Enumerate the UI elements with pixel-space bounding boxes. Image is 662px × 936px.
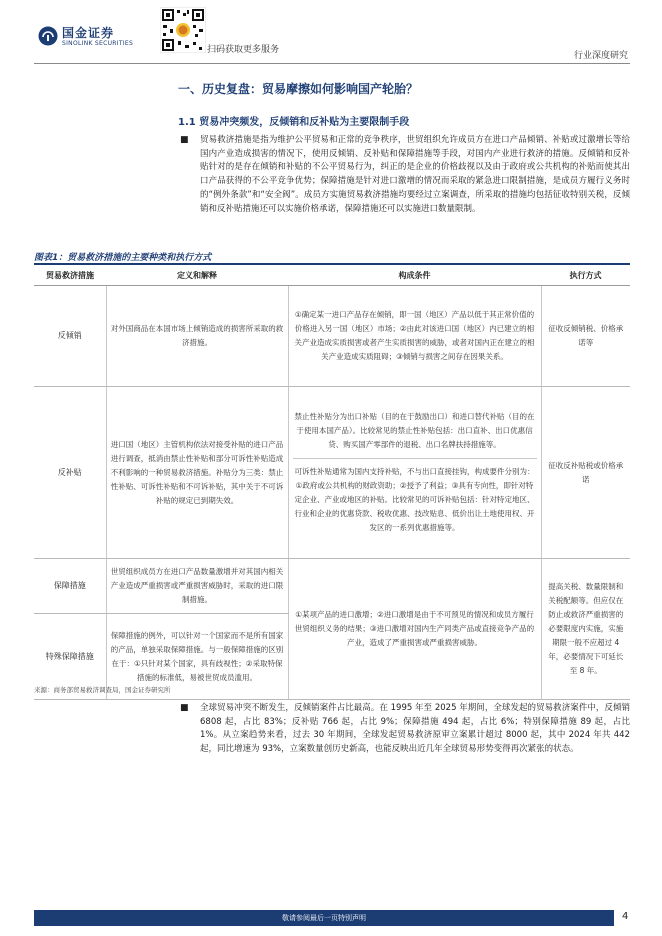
table-header-row: [34, 265, 630, 286]
column-header: 构成条件: [288, 265, 541, 286]
figure-title: 图表1：贸易救济措施的主要种类和执行方式: [34, 253, 212, 263]
header-divider: [34, 63, 630, 64]
qr-caption: 扫码获取更多服务: [207, 45, 280, 55]
page-header: [0, 0, 662, 66]
footer-bar: [34, 910, 614, 926]
sinolink-logo-icon: [38, 26, 58, 46]
figure-source: 来源：商务部贸易救济调查局，国金证券研究所: [34, 686, 171, 694]
measure-definition: 保障措施的例外，可以针对一个国家而不是所有国家的产品，单独采取保障措施。与一般保障措施的区别在于：①只针对某个国家，具有歧视性；②采取特保措施的标准低，易被世贸成员滥用。: [106, 614, 288, 700]
table-row: [34, 559, 630, 614]
body-paragraph: 全球贸易冲突不断发生，反倾销案件占比最高。在 1995 年至 2025 年期间，全球发起的贸易救济案件中，反倾销 6808 起，占比 83%；反补贴 766 起，占比 9%；保障措施 494 起，占比 6%；特别保障措施 89 起，占比 1%。从立案趋势来看，过去 30 年期间，全球发起贸易救济原审立案累计超过 8000 起，其中 2024 年共 442 起，同比增速为 93%，立案数量创历史新高，也能反映出近几年全球贸易形势变得再次紧张的状态。: [200, 703, 630, 755]
table-row: [34, 387, 630, 559]
logo-english-text: SINOLINK SECURITIES: [62, 40, 134, 47]
column-header: 定义和解释: [106, 265, 288, 286]
measure-definition: 世贸组织成员方在进口产品数量激增并对其国内相关产业造成严重损害或严重损害威胁时，采取的进口限制措施。: [106, 559, 288, 614]
column-header: 执行方式: [541, 265, 630, 286]
condition-text: ①确定某一进口产品存在倾销，即一国（地区）产品以低于其正常价值的价格进入另一国（地区）市场；②由此对该进口国（地区）内已建立的相关产业造成实质损害或者产生实质损害的威胁，或者对国内正在建立的相关产业造成实质阻碍；③倾销与损害之间存在因果关系。: [294, 310, 535, 361]
subsection-title: 1.1 贸易冲突频发，反倾销和反补贴为主要限制手段: [178, 117, 410, 128]
measure-name: 保障措施: [34, 559, 106, 614]
logo-text: 国金证券: [62, 26, 115, 40]
section-title: 一、历史复盘：贸易摩擦如何影响国产轮胎？: [178, 82, 419, 96]
trade-remedy-table: [34, 265, 630, 700]
measure-name: 反补贴: [34, 387, 106, 559]
measure-definition: 进口国（地区）主管机构依法对接受补贴的进口产品进行调查，抵消由禁止性补贴和部分可诉性补贴造成不利影响的一种贸易救济措施。补贴分为三类：禁止性补贴、可诉性补贴和不可诉补贴，其中关于不可诉补贴的规定已到期失效。: [106, 387, 288, 559]
measure-execution: 征收反补贴税或价格承诺: [541, 387, 630, 559]
report-type-label: 行业深度研究: [573, 51, 628, 61]
measure-conditions: [288, 286, 541, 387]
measure-definition: 对外国商品在本国市场上倾销造成的损害所采取的救济措施。: [106, 286, 288, 387]
measure-conditions: [288, 387, 541, 559]
merged-conditions: ①某项产品的进口激增；②进口激增是由于不可预见的情况和成员方履行世贸组织义务的结果；③进口激增对国内生产同类产品或直接竞争产品的产业，造成了严重损害或严重损害威胁。: [288, 559, 541, 700]
measure-name: 特殊保障措施: [34, 614, 106, 700]
body-paragraph: 贸易救济措施是指为维护公平贸易和正常的竞争秩序，世贸组织允许成员方在进口产品倾销、补贴或过激增长等给国内产业造成损害的情况下，使用反倾销、反补贴和保障措施等手段，对国内产业进行救济的措施。反倾销和反补贴针对的是存在倾销和补贴的不公平贸易行为，纠正的是企业的价格歧视以及由于政府或公共机构的补贴而使其出口产品获得的不公平竞争优势；保障措施是针对进口激增的情况而采取的紧急进口限制措施，是成员方履行义务时的“例外条款”和“安全阀”。成员方实施贸易救济措施均要经过立案调查，所采取的措施均包括征收特别关税，反倾销和反补贴措施还可以实施价格承诺，保障措施还可以实施进口数量限制。: [200, 135, 630, 214]
column-header: 贸易救济措施: [34, 265, 106, 286]
qr-code-icon[interactable]: [160, 7, 206, 53]
measure-execution: 征收反倾销税、价格承诺等: [541, 286, 630, 387]
bullet-icon: ■: [180, 703, 189, 713]
condition-text: 禁止性补贴分为出口补贴（目的在于鼓励出口）和进口替代补贴（目的在于使用本国产品）。比较常见的禁止性补贴包括：出口直补、出口优惠信贷、购买国产零部件的退税、出口名牌扶持措施等。: [294, 412, 535, 449]
bullet-icon: ■: [180, 135, 189, 145]
measure-name: 反倾销: [34, 286, 106, 387]
merged-execution: 提高关税、数量限制和关税配额等。但应仅在防止或救济严重损害的必要限度内实施，实施期限一般不应超过 4 年，必要情况下可延长至 8 年。: [541, 559, 630, 700]
table-row: [34, 286, 630, 387]
condition-text: 可诉性补贴通常为国内支持补贴，不与出口直接挂钩，构成要件分别为：①政府或公共机构的财政资助；②授予了利益；③具有专向性，即针对特定企业、产业或地区的补贴。比较常见的可诉补贴包括：针对特定地区、行业和企业的优惠贷款、税收优惠、技改贴息、低价出让土地使用权、开发区的一系列优惠措施等。: [293, 458, 537, 537]
page-number: 4: [622, 911, 629, 922]
footer-disclaimer: 敬请参阅最后一页特别声明: [282, 914, 366, 922]
